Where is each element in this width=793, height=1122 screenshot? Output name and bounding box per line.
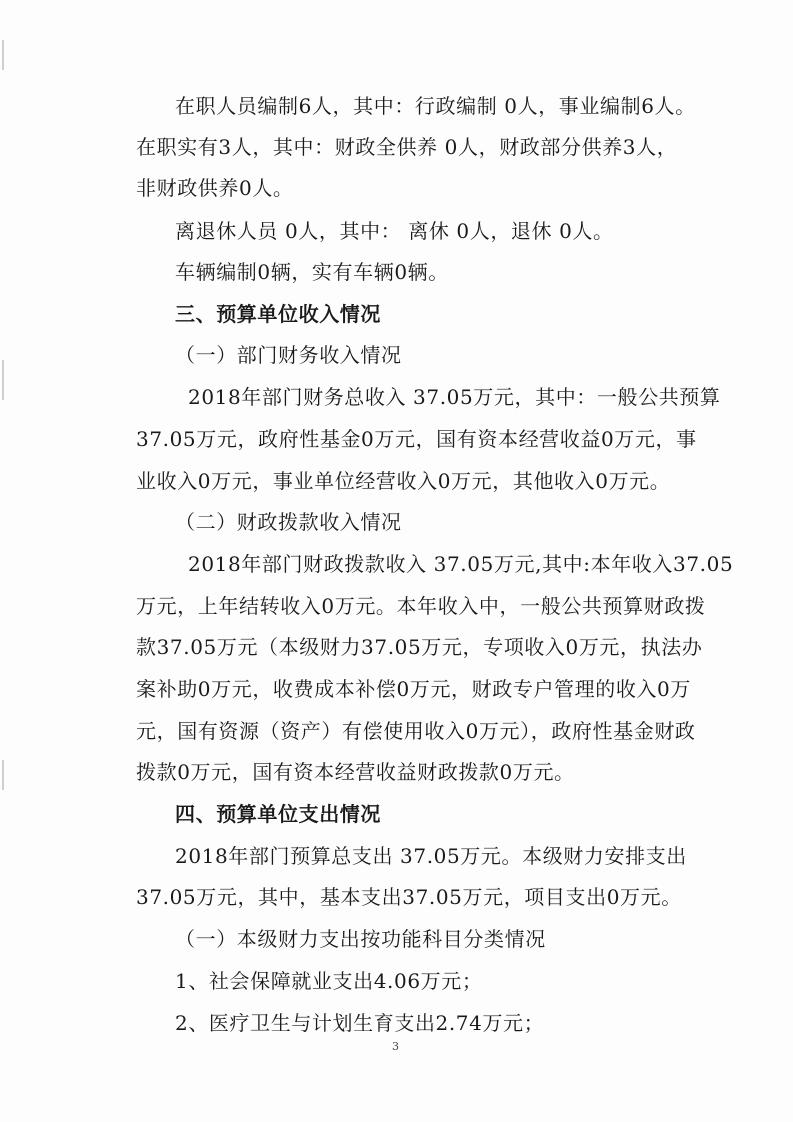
paragraph-line: 37.05万元，政府性基金0万元，国有资本经营收益0万元，事 [136, 427, 697, 451]
paragraph-line: 在职实有3人，其中：财政全供养 0人，财政部分供养3人， [136, 135, 678, 159]
subsection-heading: （一）本级财力支出按功能科目分类情况 [175, 927, 546, 951]
page-number: 3 [392, 1040, 399, 1053]
scan-edge-mark [2, 40, 4, 70]
section-heading: 三、预算单位收入情况 [175, 302, 381, 326]
scan-edge-mark [2, 360, 4, 400]
paragraph-line: 37.05万元，其中，基本支出37.05万元，项目支出0万元。 [136, 885, 682, 909]
paragraph-line: 车辆编制0辆，实有车辆0辆。 [175, 260, 449, 284]
subsection-heading: （二）财政拨款收入情况 [175, 510, 402, 534]
paragraph-line: 拨款0万元，国有资本经营收益财政拨款0万元。 [136, 760, 575, 784]
paragraph-line: 元，国有资源（资产）有偿使用收入0万元），政府性基金财政 [136, 719, 696, 743]
paragraph-line: 2018年部门预算总支出 37.05万元。本级财力安排支出 [175, 844, 687, 868]
paragraph-line: 案补助0万元，收费成本补偿0万元，财政专户管理的收入0万 [136, 677, 691, 701]
paragraph-line: 万元，上年结转收入0万元。本年收入中，一般公共预算财政拨 [136, 594, 706, 618]
paragraph-line: 在职人员编制6人，其中：行政编制 0人，事业编制6人。 [175, 94, 696, 118]
scan-edge-mark [2, 760, 4, 790]
list-item: 2、医疗卫生与计划生育支出2.74万元； [175, 1011, 545, 1035]
paragraph-line: 2018年部门财政拨款收入 37.05万元,其中:本年收入37.05 [188, 552, 734, 576]
paragraph-line: 2018年部门财务总收入 37.05万元，其中：一般公共预算 [188, 385, 721, 409]
list-item: 1、社会保障就业支出4.06万元； [175, 969, 483, 993]
paragraph-line: 离退休人员 0人，其中： 离休 0人，退休 0人。 [175, 219, 614, 243]
paragraph-line: 非财政供养0人。 [136, 176, 294, 200]
paragraph-line: 业收入0万元，事业单位经营收入0万元，其他收入0万元。 [136, 469, 671, 493]
paragraph-line: 款37.05万元（本级财力37.05万元，专项收入0万元，执法办 [136, 635, 703, 659]
subsection-heading: （一）部门财务收入情况 [175, 343, 402, 367]
section-heading: 四、预算单位支出情况 [175, 802, 381, 826]
